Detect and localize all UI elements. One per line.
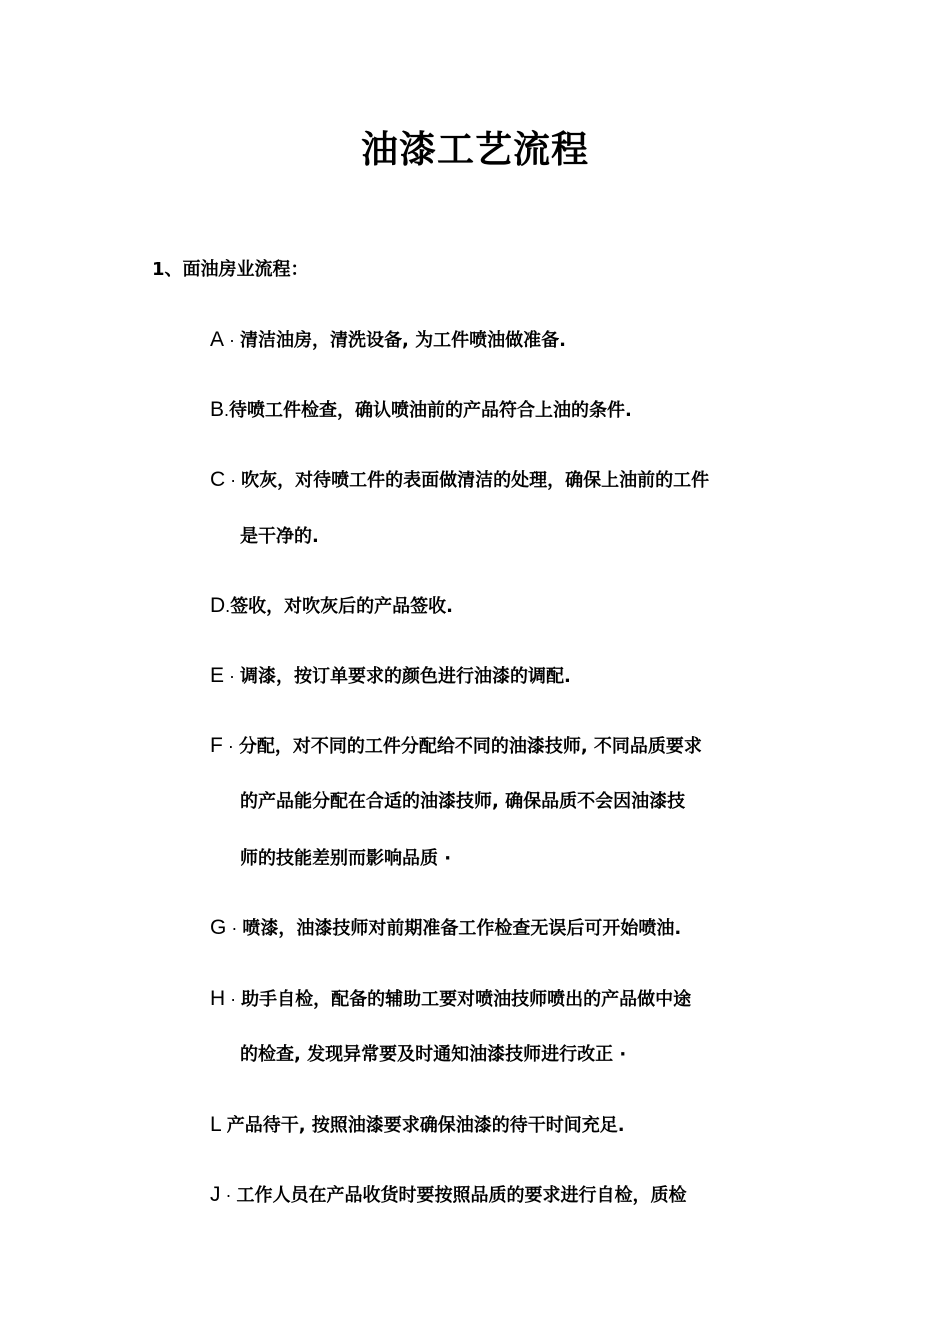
item-letter: B <box>210 398 225 421</box>
item-text: 产品待干, 按照油漆要求确保油漆的待干时间充足. <box>226 1115 625 1136</box>
item-letter: E <box>210 664 225 687</box>
item-separator: · <box>226 918 243 938</box>
list-item-b <box>210 396 632 425</box>
list-item-a <box>210 326 566 355</box>
list-item-l <box>210 1111 625 1140</box>
section-heading: 1、面油房业流程： <box>152 259 309 280</box>
item-text: 待喷工件检查，确认喷油前的产品符合上油的条件. <box>229 400 632 421</box>
item-letter: J <box>210 1183 221 1206</box>
item-separator: · <box>225 470 242 490</box>
item-letter: D <box>210 594 226 617</box>
page-title: 油漆工艺流程 <box>361 128 589 171</box>
item-text: 调漆，按订单要求的颜色进行油漆的调配. <box>240 666 571 687</box>
item-separator: . <box>225 596 231 616</box>
list-item-d <box>210 592 453 621</box>
item-text: 助手自检，配备的辅助工要对喷油技师喷出的产品做中途 <box>241 989 692 1010</box>
list-item-f <box>210 732 702 761</box>
item-separator: · <box>222 736 239 756</box>
item-continuation: 师的技能差别而影响品质 · <box>240 848 452 869</box>
list-item-g <box>210 914 681 943</box>
item-separator: · <box>224 666 241 686</box>
list-item-e <box>210 662 571 691</box>
item-text: 签收，对吹灰后的产品签收. <box>230 596 454 617</box>
list-item-j <box>210 1181 687 1210</box>
item-separator: · <box>224 330 241 350</box>
item-letter: G <box>210 916 227 939</box>
item-letter: H <box>210 987 226 1010</box>
item-text: 分配，对不同的工件分配给不同的油漆技师, 不同品质要求 <box>238 736 702 757</box>
item-text: 吹灰，对待喷工件的表面做清洁的处理，确保上油前的工件 <box>241 470 710 491</box>
item-separator: · <box>220 1185 237 1205</box>
item-letter: A <box>210 328 225 351</box>
list-item-h <box>210 985 691 1014</box>
item-separator: . <box>224 400 230 420</box>
item-letter: C <box>210 468 226 491</box>
item-continuation: 是干净的. <box>240 526 319 547</box>
item-letter: F <box>210 734 223 757</box>
item-text: 清洁油房，清洗设备, 为工件喷油做准备. <box>240 330 566 351</box>
item-text: 工作人员在产品收货时要按照品质的要求进行自检，质检 <box>236 1185 687 1206</box>
item-letter: L <box>210 1113 222 1136</box>
list-item-c <box>210 466 709 495</box>
item-text: 喷漆，油漆技师对前期准备工作检查无误后可开始喷油. <box>242 918 682 939</box>
item-continuation: 的产品能分配在合适的油漆技师, 确保品质不会因油漆技 <box>240 791 686 812</box>
item-separator: · <box>225 989 242 1009</box>
item-continuation: 的检查, 发现异常要及时通知油漆技师进行改正 · <box>240 1044 627 1065</box>
